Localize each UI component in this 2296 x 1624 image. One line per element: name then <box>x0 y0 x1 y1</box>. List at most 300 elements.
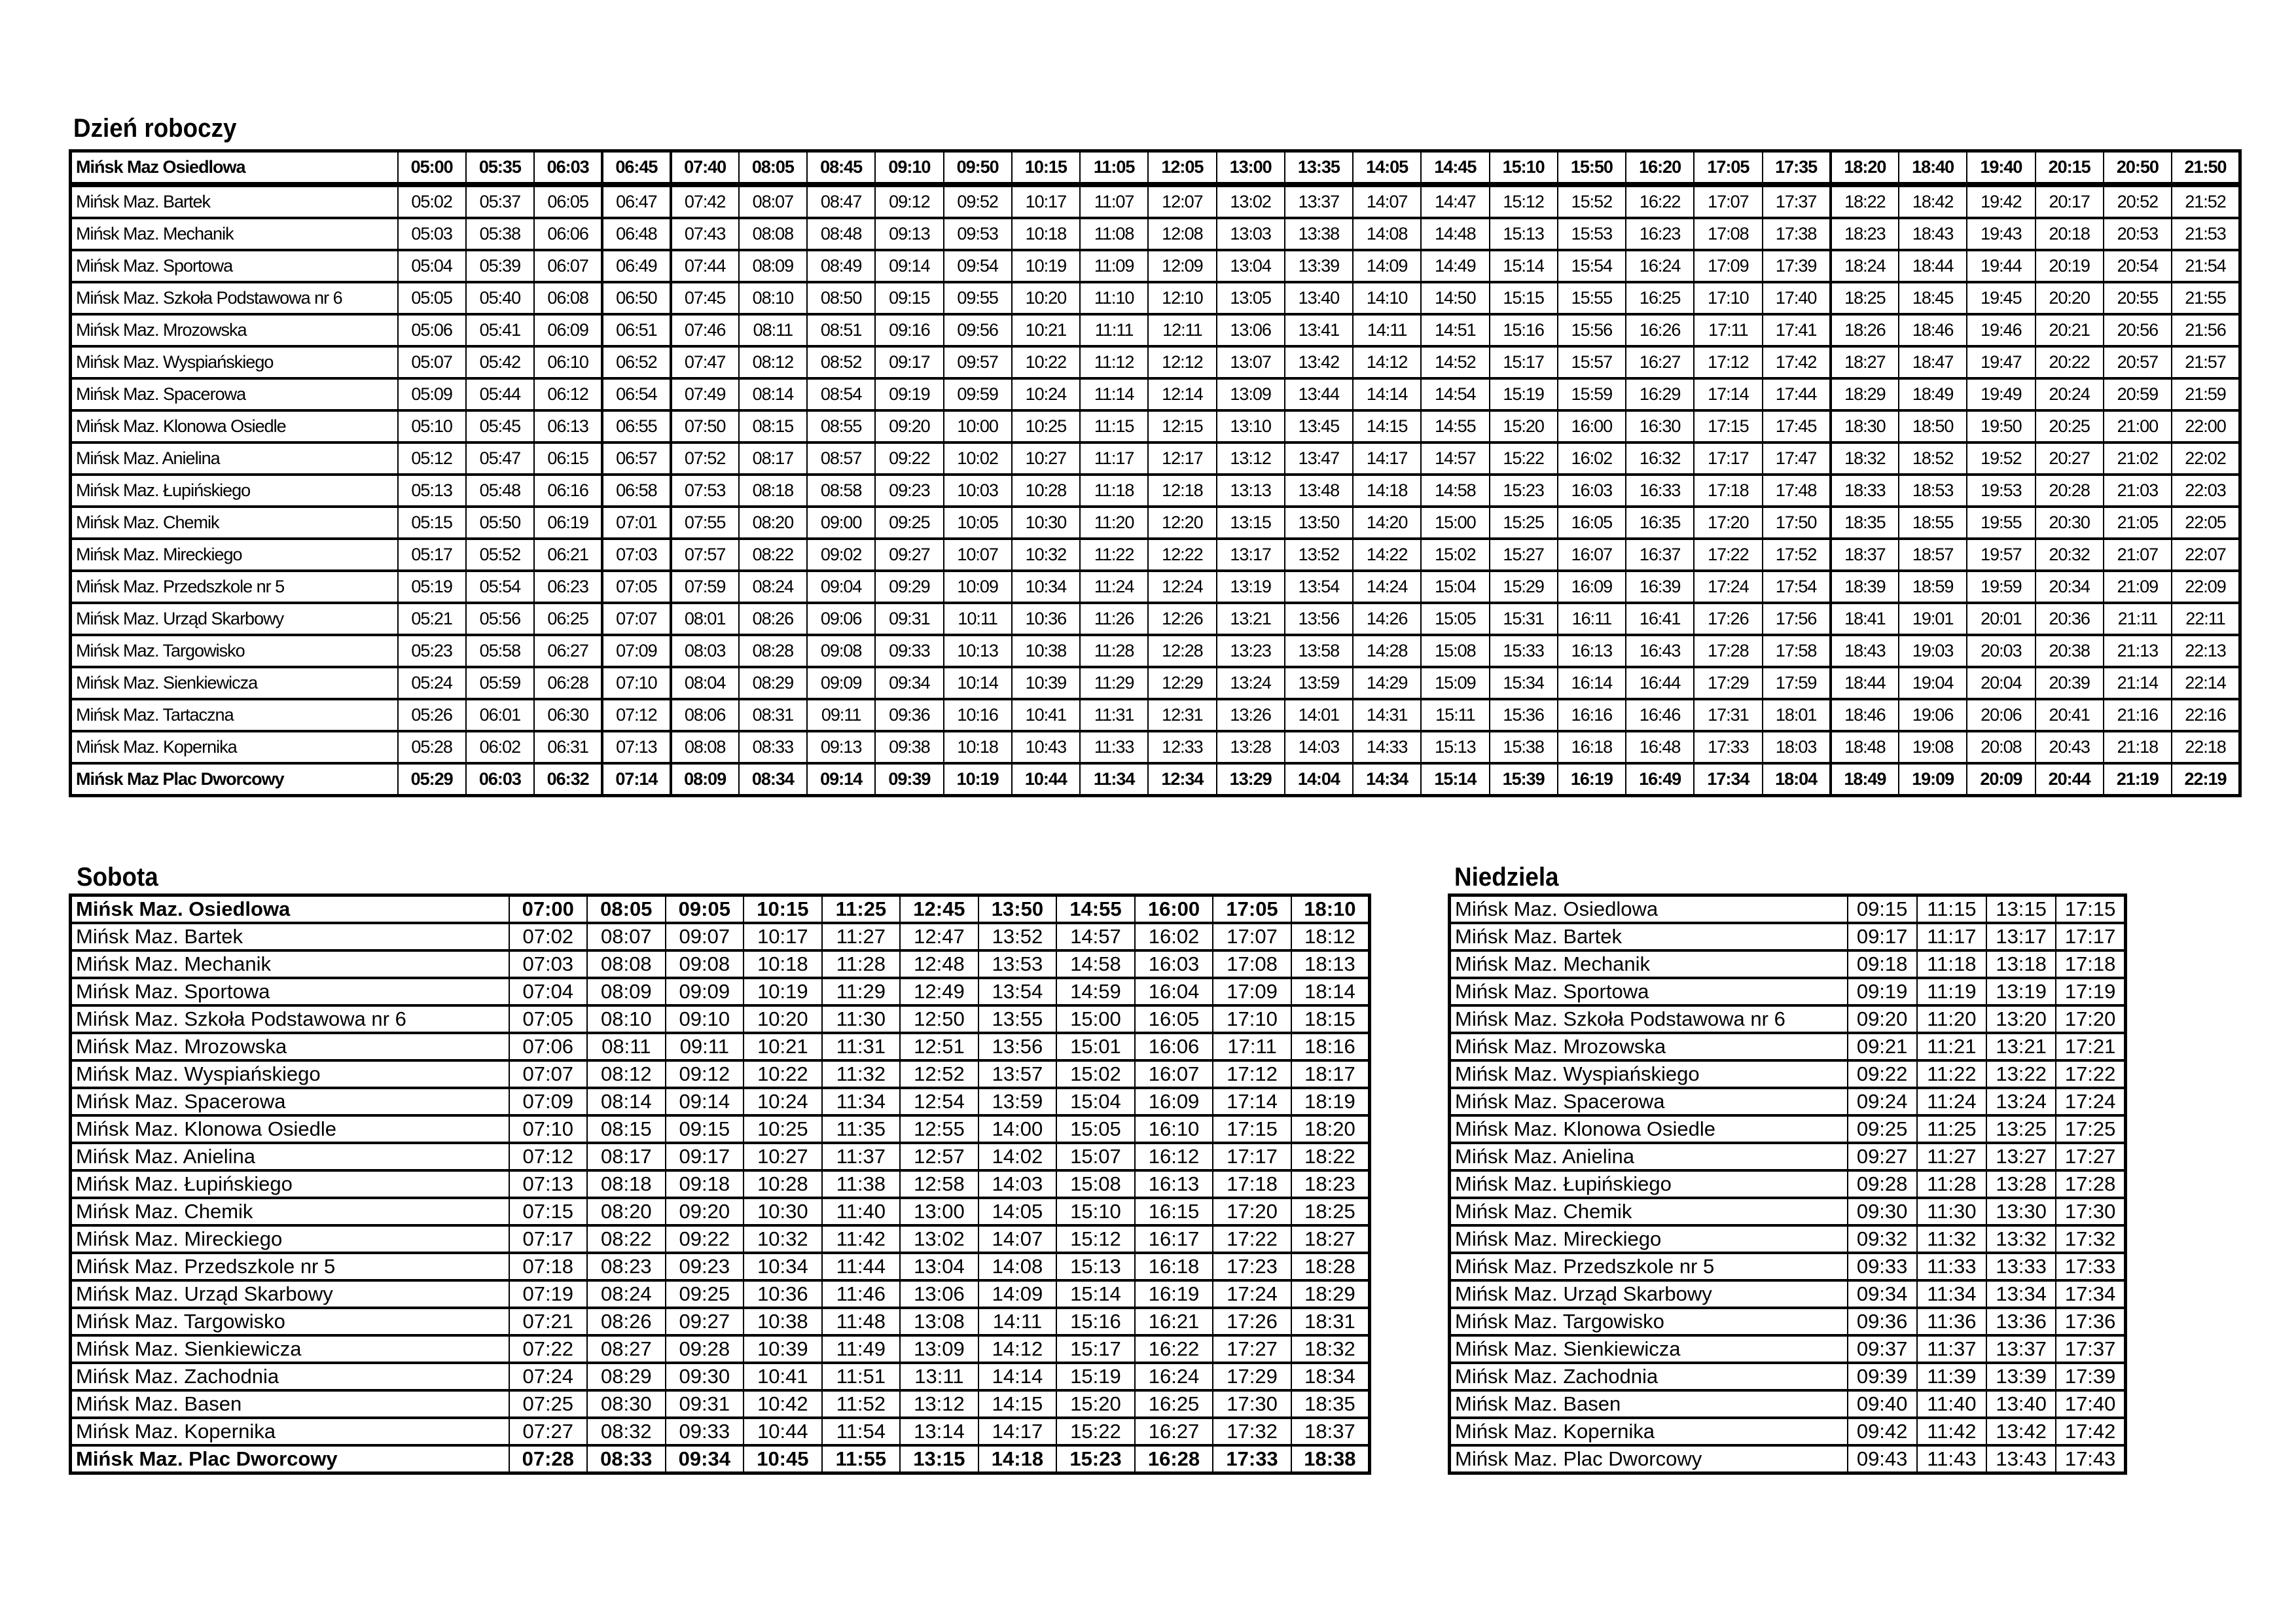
departure-time: 20:08 <box>1967 731 2035 763</box>
departure-time: 06:27 <box>534 635 602 667</box>
departure-time: 15:31 <box>1490 603 1558 635</box>
departure-time: 10:09 <box>944 571 1012 603</box>
departure-time: 16:17 <box>1135 1225 1213 1253</box>
sunday-timetable <box>1448 893 2127 1475</box>
departure-time: 08:54 <box>807 378 875 410</box>
departure-time: 17:39 <box>1763 250 1831 282</box>
departure-time: 07:52 <box>671 442 739 475</box>
departure-time: 14:00 <box>978 1115 1057 1143</box>
departure-time: 08:15 <box>739 410 807 442</box>
departure-time: 15:08 <box>1421 635 1489 667</box>
departure-time: 20:18 <box>2036 218 2104 250</box>
departure-time: 13:19 <box>1217 571 1285 603</box>
departure-time: 12:54 <box>900 1088 978 1115</box>
departure-time: 07:17 <box>509 1225 588 1253</box>
departure-time: 21:57 <box>2172 346 2240 378</box>
departure-time: 16:26 <box>1626 314 1694 346</box>
stop-name: Mińsk Maz. Urząd Skarbowy <box>71 1280 509 1308</box>
departure-time: 14:48 <box>1421 218 1489 250</box>
departure-time: 18:49 <box>1831 763 1899 796</box>
departure-time: 06:30 <box>534 699 602 731</box>
departure-time: 08:18 <box>739 475 807 507</box>
departure-time: 11:12 <box>1080 346 1148 378</box>
departure-time: 14:18 <box>1353 475 1421 507</box>
departure-time: 16:33 <box>1626 475 1694 507</box>
departure-time: 21:16 <box>2104 699 2172 731</box>
departure-time: 16:13 <box>1135 1170 1213 1198</box>
departure-time: 13:02 <box>900 1225 978 1253</box>
timetable-row <box>1450 950 2126 978</box>
departure-time: 09:22 <box>875 442 943 475</box>
departure-time: 12:51 <box>900 1033 978 1060</box>
departure-time: 11:29 <box>822 978 901 1005</box>
departure-time: 18:32 <box>1831 442 1899 475</box>
departure-time: 17:22 <box>1694 539 1762 571</box>
timetable-row <box>1450 1005 2126 1033</box>
departure-time: 09:29 <box>875 571 943 603</box>
departure-time: 14:03 <box>978 1170 1057 1198</box>
departure-time: 08:08 <box>739 218 807 250</box>
departure-time: 17:42 <box>2056 1418 2125 1445</box>
departure-time: 15:01 <box>1056 1033 1135 1060</box>
departure-time: 10:44 <box>1012 763 1080 796</box>
timetable-row <box>71 635 2240 667</box>
departure-time: 16:05 <box>1558 507 1626 539</box>
departure-time: 09:18 <box>1848 950 1917 978</box>
departure-time: 10:32 <box>744 1225 822 1253</box>
departure-time: 08:09 <box>671 763 739 796</box>
departure-time: 17:34 <box>2056 1280 2125 1308</box>
departure-time: 11:17 <box>1080 442 1148 475</box>
departure-time: 16:09 <box>1558 571 1626 603</box>
departure-time: 15:17 <box>1056 1335 1135 1363</box>
departure-time: 10:32 <box>1012 539 1080 571</box>
departure-time: 11:55 <box>822 1445 901 1473</box>
stop-name: Mińsk Maz. Łupińskiego <box>71 475 398 507</box>
departure-time: 05:44 <box>466 378 534 410</box>
departure-time: 09:18 <box>666 1170 744 1198</box>
stop-name: Mińsk Maz. Kopernika <box>71 1418 509 1445</box>
departure-time: 11:27 <box>822 923 901 950</box>
timetable-row <box>71 185 2240 218</box>
departure-time: 06:01 <box>466 699 534 731</box>
departure-time: 15:14 <box>1421 763 1489 796</box>
departure-time: 18:40 <box>1899 151 1967 185</box>
departure-time: 13:28 <box>1986 1170 2056 1198</box>
departure-time: 19:03 <box>1899 635 1967 667</box>
departure-time: 13:58 <box>1285 635 1353 667</box>
timetable-row <box>71 699 2240 731</box>
departure-time: 17:27 <box>1213 1335 1291 1363</box>
departure-time: 18:25 <box>1831 282 1899 314</box>
departure-time: 22:00 <box>2172 410 2240 442</box>
departure-time: 11:34 <box>1917 1280 1986 1308</box>
departure-time: 16:41 <box>1626 603 1694 635</box>
departure-time: 14:47 <box>1421 185 1489 218</box>
departure-time: 17:17 <box>1213 1143 1291 1170</box>
stop-name: Mińsk Maz. Łupińskiego <box>71 1170 509 1198</box>
stop-name: Mińsk Maz. Urząd Skarbowy <box>71 603 398 635</box>
departure-time: 07:05 <box>509 1005 588 1033</box>
stop-name: Mińsk Maz. Mrozowska <box>71 1033 509 1060</box>
departure-time: 14:01 <box>1285 699 1353 731</box>
departure-time: 18:32 <box>1291 1335 1370 1363</box>
departure-time: 07:04 <box>509 978 588 1005</box>
departure-time: 13:42 <box>1285 346 1353 378</box>
timetable-row <box>71 603 2240 635</box>
stop-name: Mińsk Maz. Bartek <box>71 923 509 950</box>
departure-time: 15:11 <box>1421 699 1489 731</box>
departure-time: 06:50 <box>602 282 670 314</box>
departure-time: 16:02 <box>1135 923 1213 950</box>
departure-time: 17:05 <box>1694 151 1762 185</box>
departure-time: 17:47 <box>1763 442 1831 475</box>
departure-time: 07:42 <box>671 185 739 218</box>
departure-time: 15:23 <box>1056 1445 1135 1473</box>
departure-time: 07:46 <box>671 314 739 346</box>
timetable-row <box>71 1280 1370 1308</box>
departure-time: 09:30 <box>666 1363 744 1390</box>
timetable-row <box>71 218 2240 250</box>
departure-time: 17:36 <box>2056 1308 2125 1335</box>
departure-time: 13:45 <box>1285 410 1353 442</box>
departure-time: 09:15 <box>666 1115 744 1143</box>
departure-time: 18:28 <box>1291 1253 1370 1280</box>
departure-time: 09:10 <box>875 151 943 185</box>
departure-time: 19:46 <box>1967 314 2035 346</box>
departure-time: 21:07 <box>2104 539 2172 571</box>
departure-time: 14:57 <box>1056 923 1135 950</box>
departure-time: 15:15 <box>1490 282 1558 314</box>
departure-time: 18:16 <box>1291 1033 1370 1060</box>
departure-time: 08:08 <box>671 731 739 763</box>
departure-time: 17:09 <box>1213 978 1291 1005</box>
departure-time: 18:43 <box>1899 218 1967 250</box>
departure-time: 21:14 <box>2104 667 2172 699</box>
departure-time: 20:43 <box>2036 731 2104 763</box>
departure-time: 20:03 <box>1967 635 2035 667</box>
departure-time: 18:37 <box>1831 539 1899 571</box>
departure-time: 13:09 <box>900 1335 978 1363</box>
departure-time: 07:12 <box>509 1143 588 1170</box>
departure-time: 11:28 <box>1917 1170 1986 1198</box>
departure-time: 09:19 <box>875 378 943 410</box>
departure-time: 16:21 <box>1135 1308 1213 1335</box>
departure-time: 06:54 <box>602 378 670 410</box>
stop-name: Mińsk Maz. Kopernika <box>71 731 398 763</box>
departure-time: 17:33 <box>1694 731 1762 763</box>
departure-time: 07:10 <box>602 667 670 699</box>
departure-time: 17:29 <box>1694 667 1762 699</box>
departure-time: 17:33 <box>1213 1445 1291 1473</box>
departure-time: 09:06 <box>807 603 875 635</box>
departure-time: 07:57 <box>671 539 739 571</box>
departure-time: 14:18 <box>978 1445 1057 1473</box>
departure-time: 16:03 <box>1135 950 1213 978</box>
departure-time: 09:22 <box>666 1225 744 1253</box>
departure-time: 09:20 <box>875 410 943 442</box>
departure-time: 16:44 <box>1626 667 1694 699</box>
departure-time: 08:28 <box>739 635 807 667</box>
departure-time: 05:26 <box>398 699 466 731</box>
departure-time: 14:08 <box>978 1253 1057 1280</box>
departure-time: 13:06 <box>900 1280 978 1308</box>
timetable-row <box>71 1060 1370 1088</box>
departure-time: 08:22 <box>739 539 807 571</box>
timetable-row <box>1450 1115 2126 1143</box>
departure-time: 09:37 <box>1848 1335 1917 1363</box>
departure-time: 05:48 <box>466 475 534 507</box>
stop-name: Mińsk Maz. Sienkiewicza <box>71 1335 509 1363</box>
departure-time: 09:43 <box>1848 1445 1917 1473</box>
departure-time: 07:15 <box>509 1198 588 1225</box>
departure-time: 14:45 <box>1421 151 1489 185</box>
departure-time: 11:42 <box>1917 1418 1986 1445</box>
departure-time: 16:02 <box>1558 442 1626 475</box>
stop-name: Mińsk Maz. Spacerowa <box>1450 1088 1848 1115</box>
departure-time: 17:44 <box>1763 378 1831 410</box>
departure-time: 08:04 <box>671 667 739 699</box>
departure-time: 21:54 <box>2172 250 2240 282</box>
departure-time: 11:09 <box>1080 250 1148 282</box>
departure-time: 08:58 <box>807 475 875 507</box>
departure-time: 08:11 <box>739 314 807 346</box>
departure-time: 11:44 <box>822 1253 901 1280</box>
departure-time: 09:39 <box>1848 1363 1917 1390</box>
departure-time: 20:25 <box>2036 410 2104 442</box>
departure-time: 10:19 <box>744 978 822 1005</box>
departure-time: 05:15 <box>398 507 466 539</box>
departure-time: 08:52 <box>807 346 875 378</box>
departure-time: 09:42 <box>1848 1418 1917 1445</box>
departure-time: 17:32 <box>2056 1225 2125 1253</box>
departure-time: 20:27 <box>2036 442 2104 475</box>
departure-time: 21:50 <box>2172 151 2240 185</box>
departure-time: 11:32 <box>1917 1225 1986 1253</box>
departure-time: 14:17 <box>1353 442 1421 475</box>
departure-time: 20:34 <box>2036 571 2104 603</box>
departure-time: 09:09 <box>666 978 744 1005</box>
departure-time: 09:25 <box>666 1280 744 1308</box>
timetable-row <box>1450 1335 2126 1363</box>
departure-time: 11:38 <box>822 1170 901 1198</box>
departure-time: 06:16 <box>534 475 602 507</box>
departure-time: 11:24 <box>1080 571 1148 603</box>
departure-time: 07:24 <box>509 1363 588 1390</box>
timetable-row <box>71 1198 1370 1225</box>
departure-time: 07:01 <box>602 507 670 539</box>
departure-time: 17:09 <box>1694 250 1762 282</box>
departure-time: 08:05 <box>587 895 666 924</box>
departure-time: 10:11 <box>944 603 1012 635</box>
departure-time: 13:35 <box>1285 151 1353 185</box>
departure-time: 13:05 <box>1217 282 1285 314</box>
departure-time: 18:59 <box>1899 571 1967 603</box>
departure-time: 08:49 <box>807 250 875 282</box>
departure-time: 18:35 <box>1831 507 1899 539</box>
departure-time: 16:24 <box>1135 1363 1213 1390</box>
departure-time: 13:25 <box>1986 1115 2056 1143</box>
stop-name: Mińsk Maz. Spacerowa <box>71 1088 509 1115</box>
departure-time: 17:15 <box>1213 1115 1291 1143</box>
departure-time: 14:14 <box>978 1363 1057 1390</box>
departure-time: 20:55 <box>2104 282 2172 314</box>
departure-time: 18:41 <box>1831 603 1899 635</box>
departure-time: 16:03 <box>1558 475 1626 507</box>
departure-time: 09:33 <box>1848 1253 1917 1280</box>
departure-time: 07:12 <box>602 699 670 731</box>
departure-time: 19:49 <box>1967 378 2035 410</box>
departure-time: 18:37 <box>1291 1418 1370 1445</box>
departure-time: 05:56 <box>466 603 534 635</box>
departure-time: 22:05 <box>2172 507 2240 539</box>
departure-time: 20:04 <box>1967 667 2035 699</box>
stop-name: Mińsk Maz. Sportowa <box>1450 978 1848 1005</box>
departure-time: 07:09 <box>509 1088 588 1115</box>
departure-time: 20:56 <box>2104 314 2172 346</box>
stop-name: Mińsk Maz. Mrozowska <box>71 314 398 346</box>
departure-time: 19:53 <box>1967 475 2035 507</box>
departure-time: 11:42 <box>822 1225 901 1253</box>
departure-time: 17:10 <box>1694 282 1762 314</box>
departure-time: 06:06 <box>534 218 602 250</box>
departure-time: 20:32 <box>2036 539 2104 571</box>
stop-name: Mińsk Maz. Osiedlowa <box>71 895 509 924</box>
departure-time: 16:07 <box>1135 1060 1213 1088</box>
departure-time: 20:21 <box>2036 314 2104 346</box>
departure-time: 22:18 <box>2172 731 2240 763</box>
departure-time: 13:57 <box>978 1060 1057 1088</box>
departure-time: 09:34 <box>666 1445 744 1473</box>
departure-time: 05:21 <box>398 603 466 635</box>
departure-time: 07:02 <box>509 923 588 950</box>
departure-time: 09:19 <box>1848 978 1917 1005</box>
departure-time: 06:13 <box>534 410 602 442</box>
departure-time: 18:22 <box>1291 1143 1370 1170</box>
timetable-row <box>71 731 2240 763</box>
departure-time: 13:33 <box>1986 1253 2056 1280</box>
timetable-row <box>71 507 2240 539</box>
departure-time: 17:18 <box>2056 950 2125 978</box>
departure-time: 09:34 <box>1848 1280 1917 1308</box>
departure-time: 15:14 <box>1056 1280 1135 1308</box>
departure-time: 08:27 <box>587 1335 666 1363</box>
departure-time: 17:20 <box>2056 1005 2125 1033</box>
departure-time: 08:22 <box>587 1225 666 1253</box>
departure-time: 20:17 <box>2036 185 2104 218</box>
timetable-row <box>71 250 2240 282</box>
departure-time: 14:09 <box>1353 250 1421 282</box>
departure-time: 14:55 <box>1056 895 1135 924</box>
departure-time: 11:22 <box>1917 1060 1986 1088</box>
departure-time: 09:28 <box>666 1335 744 1363</box>
departure-time: 08:09 <box>739 250 807 282</box>
departure-time: 13:50 <box>1285 507 1353 539</box>
departure-time: 10:17 <box>1012 185 1080 218</box>
departure-time: 14:22 <box>1353 539 1421 571</box>
departure-time: 14:02 <box>978 1143 1057 1170</box>
departure-time: 09:38 <box>875 731 943 763</box>
stop-name: Mińsk Maz. Targowisko <box>71 1308 509 1335</box>
departure-time: 13:52 <box>978 923 1057 950</box>
departure-time: 22:14 <box>2172 667 2240 699</box>
departure-time: 15:22 <box>1490 442 1558 475</box>
departure-time: 22:07 <box>2172 539 2240 571</box>
departure-time: 13:34 <box>1986 1280 2056 1308</box>
departure-time: 12:50 <box>900 1005 978 1033</box>
departure-time: 17:26 <box>1213 1308 1291 1335</box>
departure-time: 06:02 <box>466 731 534 763</box>
departure-time: 16:30 <box>1626 410 1694 442</box>
departure-time: 17:18 <box>1694 475 1762 507</box>
departure-time: 13:55 <box>978 1005 1057 1033</box>
departure-time: 19:42 <box>1967 185 2035 218</box>
departure-time: 14:29 <box>1353 667 1421 699</box>
departure-time: 09:10 <box>666 1005 744 1033</box>
departure-time: 17:08 <box>1694 218 1762 250</box>
departure-time: 10:45 <box>744 1445 822 1473</box>
departure-time: 08:29 <box>587 1363 666 1390</box>
departure-time: 13:42 <box>1986 1418 2056 1445</box>
departure-time: 15:10 <box>1056 1198 1135 1225</box>
departure-time: 06:15 <box>534 442 602 475</box>
departure-time: 07:21 <box>509 1308 588 1335</box>
departure-time: 16:04 <box>1135 978 1213 1005</box>
timetable-row <box>1450 978 2126 1005</box>
departure-time: 13:29 <box>1217 763 1285 796</box>
departure-time: 09:14 <box>666 1088 744 1115</box>
departure-time: 09:30 <box>1848 1198 1917 1225</box>
departure-time: 16:05 <box>1135 1005 1213 1033</box>
departure-time: 13:00 <box>1217 151 1285 185</box>
departure-time: 11:43 <box>1917 1445 1986 1473</box>
departure-time: 17:52 <box>1763 539 1831 571</box>
departure-time: 13:17 <box>1986 923 2056 950</box>
departure-time: 12:11 <box>1148 314 1216 346</box>
departure-time: 20:52 <box>2104 185 2172 218</box>
departure-time: 08:03 <box>671 635 739 667</box>
departure-time: 13:07 <box>1217 346 1285 378</box>
departure-time: 12:17 <box>1148 442 1216 475</box>
departure-time: 22:02 <box>2172 442 2240 475</box>
departure-time: 09:25 <box>875 507 943 539</box>
departure-time: 17:17 <box>1694 442 1762 475</box>
departure-time: 13:50 <box>978 895 1057 924</box>
departure-time: 21:00 <box>2104 410 2172 442</box>
departure-time: 11:18 <box>1080 475 1148 507</box>
departure-time: 14:08 <box>1353 218 1421 250</box>
departure-time: 10:03 <box>944 475 1012 507</box>
departure-time: 16:27 <box>1626 346 1694 378</box>
departure-time: 13:11 <box>900 1363 978 1390</box>
departure-time: 06:09 <box>534 314 602 346</box>
departure-time: 12:31 <box>1148 699 1216 731</box>
departure-time: 08:09 <box>587 978 666 1005</box>
stop-name: Mińsk Maz. Urząd Skarbowy <box>1450 1280 1848 1308</box>
departure-time: 09:09 <box>807 667 875 699</box>
departure-time: 08:12 <box>587 1060 666 1088</box>
departure-time: 09:08 <box>807 635 875 667</box>
departure-time: 19:45 <box>1967 282 2035 314</box>
departure-time: 06:47 <box>602 185 670 218</box>
departure-time: 07:55 <box>671 507 739 539</box>
departure-time: 17:22 <box>1213 1225 1291 1253</box>
departure-time: 17:19 <box>2056 978 2125 1005</box>
departure-time: 07:14 <box>602 763 670 796</box>
departure-time: 14:58 <box>1421 475 1489 507</box>
departure-time: 18:43 <box>1831 635 1899 667</box>
departure-time: 14:26 <box>1353 603 1421 635</box>
